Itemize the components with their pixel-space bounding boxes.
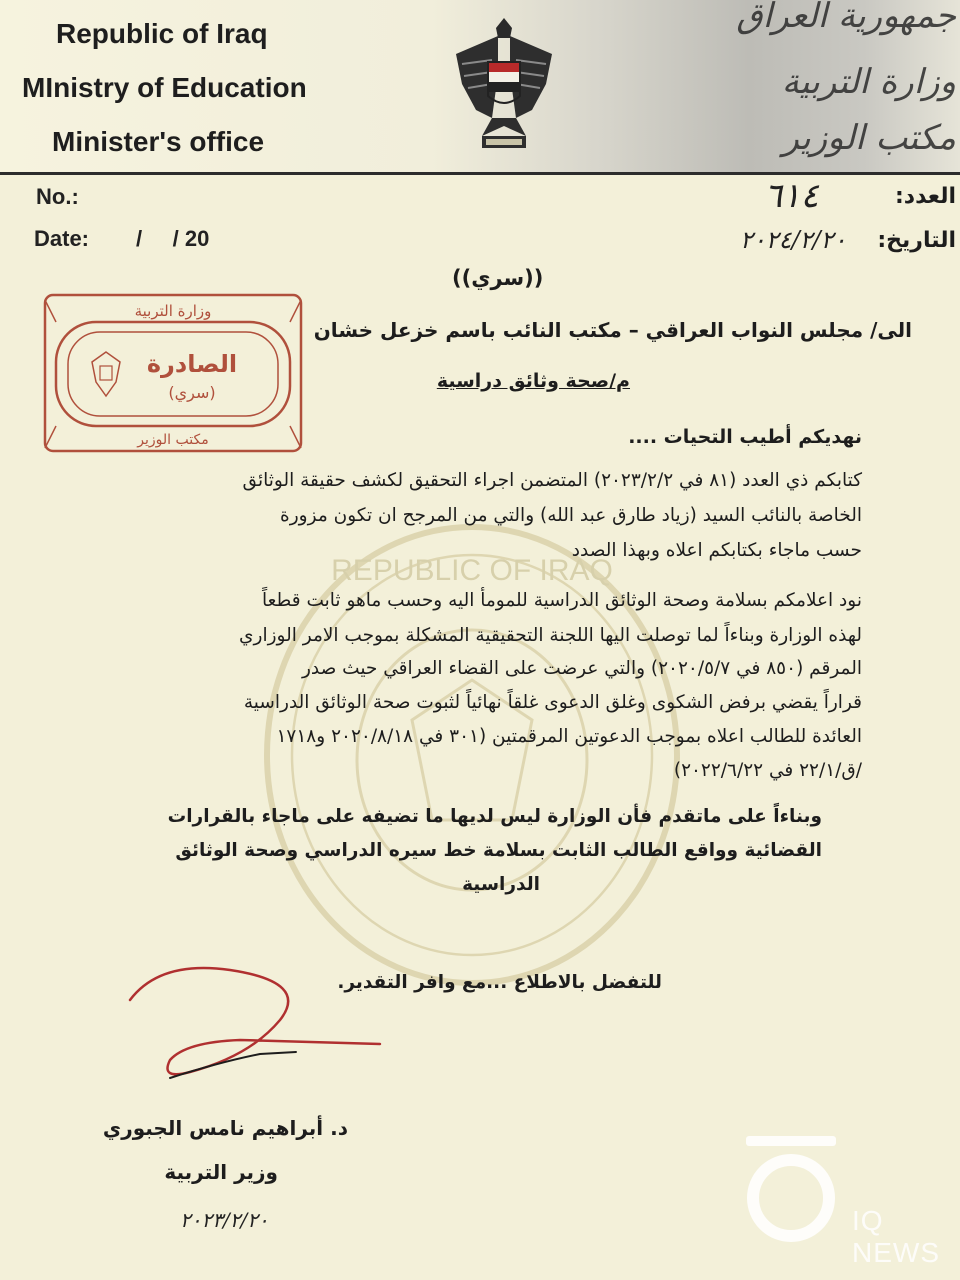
header-en-ministry: MInistry of Education	[22, 72, 307, 103]
header-en-republic: Republic of Iraq	[56, 18, 268, 49]
para2-line5: العائدة للطالب اعلاه بموجب الدعوتين المرقمتين (٣٠١ في ٢٠٢٠/٨/١٨ و١٧١٨	[276, 726, 862, 747]
para2-line3: المرقم (٨٥٠ في ٢٠٢٠/٥/٧) والتي عرضت على القضاء العراقي حيث صدر	[301, 658, 862, 679]
para3-line2: القضائية وواقع الطالب الثابت بسلامة خط سيره الدراسي وصحة الوثائق	[175, 840, 822, 861]
ar-date-label: التاريخ:	[877, 228, 956, 253]
ar-number-value: ٦١٤	[764, 176, 819, 216]
signatory-name: د. أبراهيم نامس الجبوري	[102, 1116, 348, 1140]
para2-line6: /ق/٢٢/١ في ٢٠٢٢/٦/٢٢)	[673, 760, 862, 781]
stamp-bottom-text: مكتب الوزير	[137, 432, 209, 448]
ar-date-value: ٢٠٢٤/٢/٢٠	[740, 226, 847, 254]
seal-text: REPUBLIC OF IRAQ	[331, 554, 613, 587]
para2-line1: نود اعلامكم بسلامة وصحة الوثائق الدراسية للمومأ اليه وحسب ماهو ثابت قطعاً	[262, 590, 862, 611]
header-ar-republic: جمهورية العراق	[736, 0, 956, 36]
stamp-emblem-icon	[92, 352, 120, 396]
iq-news-logo-icon	[736, 1136, 846, 1246]
header-ar-ministry: وزارة التربية	[781, 62, 956, 102]
signatory-date: ٢٠٢٣/٢/٢٠	[180, 1208, 269, 1232]
closing-line: للتفضل بالاطلاع ...مع وافر التقدير.	[337, 972, 662, 993]
para1-line2: الخاصة بالنائب السيد (زياد طارق عبد الله) والتي من المرجح ان تكون مزورة	[280, 505, 862, 526]
letterhead-rule	[0, 172, 960, 175]
para2-line4: قراراً يقضي برفض الشكوى وغلق الدعوى غلقاً نهائياً لثبوت صحة الوثائق الدراسية	[243, 692, 862, 713]
subject-line: م/صحة وثائق دراسية	[436, 370, 630, 392]
para1-line1: كتابكم ذي العدد (٨١ في ٢٠٢٣/٢/٢) المتضمن اجراء التحقيق لكشف حقيقة الوثائق	[242, 470, 862, 491]
outgoing-stamp	[42, 292, 304, 454]
ar-number-label: العدد:	[894, 184, 956, 209]
date-value: / / 20	[136, 226, 210, 251]
number-label: No.:	[36, 184, 79, 209]
handwritten-signature	[100, 960, 400, 1100]
stamp-sub-text: (سري)	[168, 383, 216, 402]
para3-line1: وبناءاً على ماتقدم فأن الوزارة ليس لديها ما تضيفه على ماجاء بالقرارات	[167, 806, 822, 827]
header-ar-office: مكتب الوزير	[782, 118, 956, 158]
date-label: Date:	[34, 226, 90, 251]
para2-line2: لهذه الوزارة وبناءاً لما توصلت اليها اللجنة التحقيقية المشكلة بموجب الامر الوزاري	[239, 625, 862, 646]
stamp-middle-text: الصادرة	[146, 350, 238, 378]
iq-news-watermark-text: IQ NEWS	[852, 1205, 940, 1268]
iraq-eagle-emblem-icon	[452, 14, 556, 156]
header-en-office: Minister's office	[52, 126, 265, 157]
signatory-title: وزير التربية	[164, 1160, 278, 1184]
classification-marking: ((سري))	[452, 266, 544, 290]
para3-line3: الدراسية	[462, 874, 540, 895]
recipient-line: الى/ مجلس النواب العراقي – مكتب النائب باسم خزعل خشان	[313, 318, 912, 342]
para1-line3: حسب ماجاء بكتابكم اعلاه وبهذا الصدد	[571, 540, 862, 561]
greeting-line: نهديكم أطيب التحيات ....	[628, 426, 862, 448]
stamp-top-text: وزارة التربية	[134, 302, 212, 320]
